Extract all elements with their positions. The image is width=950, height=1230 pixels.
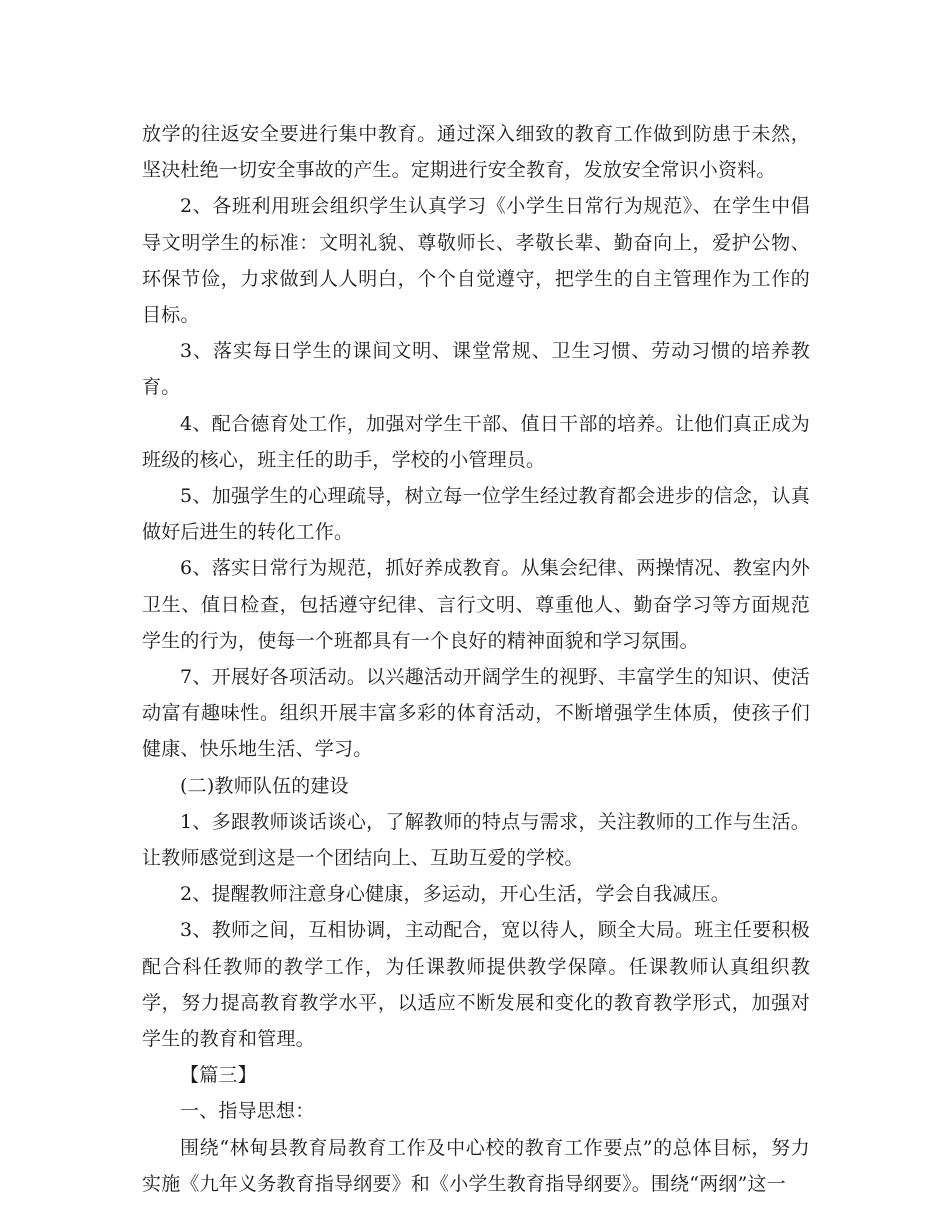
- section-heading-teacher-team: (二)教师队伍的建设: [180, 774, 349, 797]
- section-heading-part-three: 【篇三】: [180, 1064, 257, 1087]
- paragraph-teacher-item-2: 2、提醒教师注意身心健康，多运动，开心生活，学会自我减压。: [180, 883, 730, 906]
- paragraph-item-3-daily-habits: 3、落实每日学生的课间文明、课堂常规、卫生习惯、劳动习惯的培养教育。: [142, 340, 810, 399]
- paragraph-guiding-ideology: 围绕“林甸县教育局教育工作及中心校的教育工作要点”的总体目标，努力实施《九年义务教育指导纲要》和《小学生教育指导纲要》。围绕“两纲”这一: [142, 1136, 810, 1195]
- paragraph-item-7-activities: 7、开展好各项活动。以兴趣活动开阔学生的视野、丰富学生的知识、使活动富有趣味性。组织开展丰富多彩的体育活动，不断增强学生体质，使孩子们健康、快乐地生活、学习。: [142, 666, 810, 761]
- paragraph-item-6-routine-norms: 6、落实日常行为规范，抓好养成教育。从集会纪律、两操情况、教室内外卫生、值日检查，包括遵守纪律、言行文明、尊重他人、勤奋学习等方面规范学生的行为，使每一个班都具有一个良好的精神面貌和学习氛围。: [142, 557, 810, 652]
- paragraph-teacher-item-1: 1、多跟教师谈话谈心，了解教师的特点与需求，关注教师的工作与生活。让教师感觉到这是一个团结向上、互助互爱的学校。: [142, 810, 810, 870]
- document-body: [142, 116, 810, 1202]
- paragraph-item-5-counseling: 5、加强学生的心理疏导，树立每一位学生经过教育都会进步的信念，认真做好后进生的转化工作。: [142, 485, 810, 544]
- paragraph-safety-education: 放学的往返安全要进行集中教育。通过深入细致的教育工作做到防患于未然，坚决杜绝一切安全事故的产生。定期进行安全教育，发放安全常识小资料。: [142, 123, 810, 182]
- paragraph-item-2-behavior-norms: 2、各班利用班会组织学生认真学习《小学生日常行为规范》、在学生中倡导文明学生的标准：文明礼貌、尊敬师长、孝敬长辈、勤奋向上，爱护公物、环保节俭，力求做到人人明白，个个自觉遵守，把学生的自主管理作为工作的目标。: [142, 195, 810, 327]
- paragraph-teacher-item-3: 3、教师之间，互相协调，主动配合，宽以待人，顾全大局。班主任要积极配合科任教师的教学工作，为任课教师提供教学保障。任课教师认真组织教学，努力提高教育教学水平，以适应不断发展和变化的教育教学形式，加强对学生的教育和管理。: [142, 919, 810, 1051]
- paragraph-item-4-student-cadres: 4、配合德育处工作，加强对学生干部、值日干部的培养。让他们真正成为班级的核心，班主任的助手，学校的小管理员。: [142, 412, 810, 471]
- section-heading-guiding-ideology: 一、指导思想：: [180, 1100, 315, 1123]
